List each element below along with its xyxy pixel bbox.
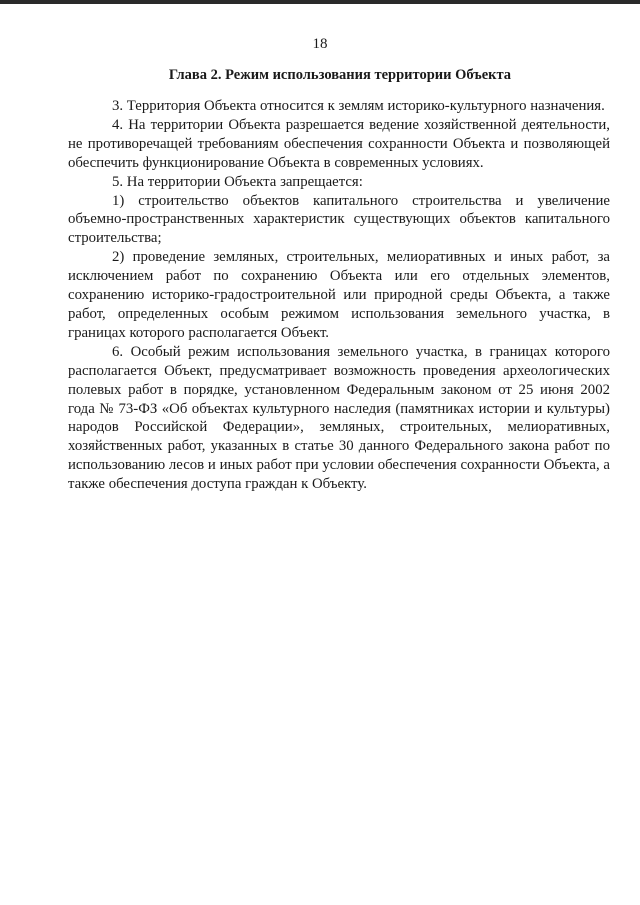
chapter-title: Глава 2. Режим использования территории Объекта	[168, 67, 512, 83]
paragraph-3: 3. Территория Объекта относится к землям историко-культурного назначения.	[112, 98, 605, 114]
document-body	[68, 97, 610, 494]
page-number: 18	[312, 36, 328, 52]
paragraph-6: 6. Особый режим использования земельного участка, в границах которого располагается Объект, предусматривает возможность проведения археологических полевых работ в порядке, установленном Федеральным законом от 25 июня 2002 года № 73-ФЗ «Об объектах культурного наследия (памятниках истории и культуры) народов Российской Федерации», земляных, строительных, мелиоративных, хозяйственных работ, указанных в статье 30 данного Федерального закона работ по использованию лесов и иных работ при условии обеспечения сохранности Объекта, а также обеспечения доступа граждан к Объекту.	[68, 343, 610, 493]
scan-edge	[0, 0, 640, 4]
paragraph-5: 5. На территории Объекта запрещается:	[112, 173, 363, 190]
paragraph-5-item-2: 2) проведение земляных, строительных, мелиоративных и иных работ, за исключением работ по сохранению Объекта или его отдельных элементов, сохранению историко-градостроительной или природной среды Объекта, а также работ, определенных особым режимом использования земельного участка, в границах которого располагается Объект.	[68, 249, 610, 341]
paragraph-5-item-1: 1) строительство объектов капитального строительства и увеличение объемно-пространственных характеристик существующих объектов капитального строительства;	[68, 192, 610, 247]
paragraph-4: 4. На территории Объекта разрешается ведение хозяйственной деятельности, не противоречащей требованиям обеспечения сохранности Объекта и позволяющей обеспечить функционирование Объекта в современных условиях.	[68, 116, 610, 171]
